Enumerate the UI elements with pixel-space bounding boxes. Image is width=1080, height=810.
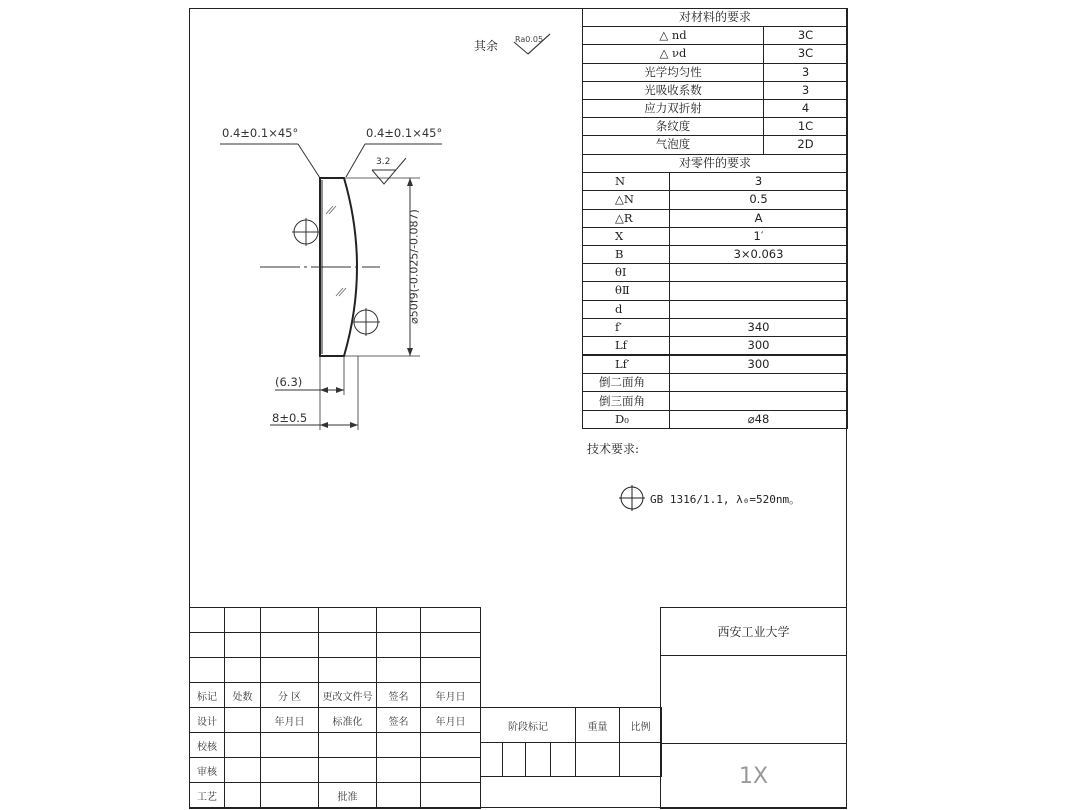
finish-ra: Ra0.05 xyxy=(515,35,544,44)
part-value: 0.5 xyxy=(670,191,848,209)
part-label: θⅠ xyxy=(583,264,670,282)
material-label: 光学均匀性 xyxy=(583,63,764,81)
material-title: 对材料的要求 xyxy=(583,9,848,27)
part-label: Lf′ xyxy=(583,355,670,374)
part-value: 300 xyxy=(670,355,848,374)
material-value: 3C xyxy=(764,27,848,45)
scale-label: 比例 xyxy=(620,708,662,743)
part-value xyxy=(670,392,848,410)
part-label: N xyxy=(583,173,670,191)
diameter-label: ⌀50f9(-0.025/-0.087) xyxy=(407,209,421,324)
part-label: θⅡ xyxy=(583,282,670,300)
technical-note: GB 1316/1.1, λ₀=520nm。 xyxy=(650,493,801,506)
part-value: 3×0.063 xyxy=(670,245,848,263)
material-value: 3 xyxy=(764,63,848,81)
part-value xyxy=(670,374,848,392)
chamfer-left-label: 0.4±0.1×45° xyxy=(222,126,299,140)
part-title: 对零件的要求 xyxy=(583,155,848,173)
lens-drawing xyxy=(220,120,460,440)
material-value: 1C xyxy=(764,118,848,136)
title-block-school xyxy=(660,607,847,809)
crosshair-symbol xyxy=(618,484,646,512)
material-label: △ nd xyxy=(583,27,764,45)
chamfer-right-label: 0.4±0.1×45° xyxy=(366,126,443,140)
part-label: f′ xyxy=(583,318,670,336)
craft-label: 工艺 xyxy=(190,783,225,809)
part-label: Lf xyxy=(583,336,670,355)
material-value: 2D xyxy=(764,136,848,154)
header-sign: 签名 xyxy=(377,683,421,708)
sign-label: 签名 xyxy=(377,708,421,733)
title-block-changes xyxy=(189,607,481,809)
design-date-label: 年月日 xyxy=(261,708,319,733)
part-label: X xyxy=(583,227,670,245)
header-zone: 分 区 xyxy=(261,683,319,708)
part-value: 300 xyxy=(670,336,848,355)
part-value: 3 xyxy=(670,173,848,191)
scale-value: 1X xyxy=(661,744,847,809)
part-value xyxy=(670,264,848,282)
material-value: 3C xyxy=(764,45,848,63)
approve-label: 批准 xyxy=(319,783,377,809)
finish-label: 其余 xyxy=(474,39,499,53)
header-mark: 标记 xyxy=(190,683,225,708)
header-count: 处数 xyxy=(225,683,261,708)
material-value: 3 xyxy=(764,81,848,99)
ymd-label: 年月日 xyxy=(421,708,481,733)
design-label: 设计 xyxy=(190,708,225,733)
part-value: 1′ xyxy=(670,227,848,245)
stage-mark-label: 阶段标记 xyxy=(481,708,576,743)
standardize-label: 标准化 xyxy=(319,708,377,733)
material-label: 光吸收系数 xyxy=(583,81,764,99)
center-thickness-label: (6.3) xyxy=(275,375,303,389)
material-value: 4 xyxy=(764,99,848,117)
part-label: d xyxy=(583,300,670,318)
header-date: 年月日 xyxy=(421,683,481,708)
material-label: 应力双折射 xyxy=(583,99,764,117)
edge-thickness-label: 8±0.5 xyxy=(272,411,308,425)
material-label: 条纹度 xyxy=(583,118,764,136)
part-value xyxy=(670,282,848,300)
part-label: △N xyxy=(583,191,670,209)
part-value: 340 xyxy=(670,318,848,336)
part-value xyxy=(670,300,848,318)
header-doc: 更改文件号 xyxy=(319,683,377,708)
part-label: 倒二面角 xyxy=(583,374,670,392)
part-label: △R xyxy=(583,209,670,227)
part-value: ⌀48 xyxy=(670,410,848,428)
part-label: D₀ xyxy=(583,410,670,428)
part-value: A xyxy=(670,209,848,227)
school-name: 西安工业大学 xyxy=(661,608,847,656)
title-block-stage xyxy=(480,707,662,777)
material-requirements-table xyxy=(582,8,848,155)
material-label: 气泡度 xyxy=(583,136,764,154)
technical-title: 技术要求: xyxy=(587,442,640,456)
roughness-label: 3.2 xyxy=(376,157,391,167)
weight-label: 重量 xyxy=(576,708,620,743)
review-label: 审核 xyxy=(190,758,225,783)
part-label: 倒三面角 xyxy=(583,392,670,410)
part-label: B xyxy=(583,245,670,263)
material-label: △ νd xyxy=(583,45,764,63)
part-requirements-table xyxy=(582,154,848,429)
check-label: 校核 xyxy=(190,733,225,758)
